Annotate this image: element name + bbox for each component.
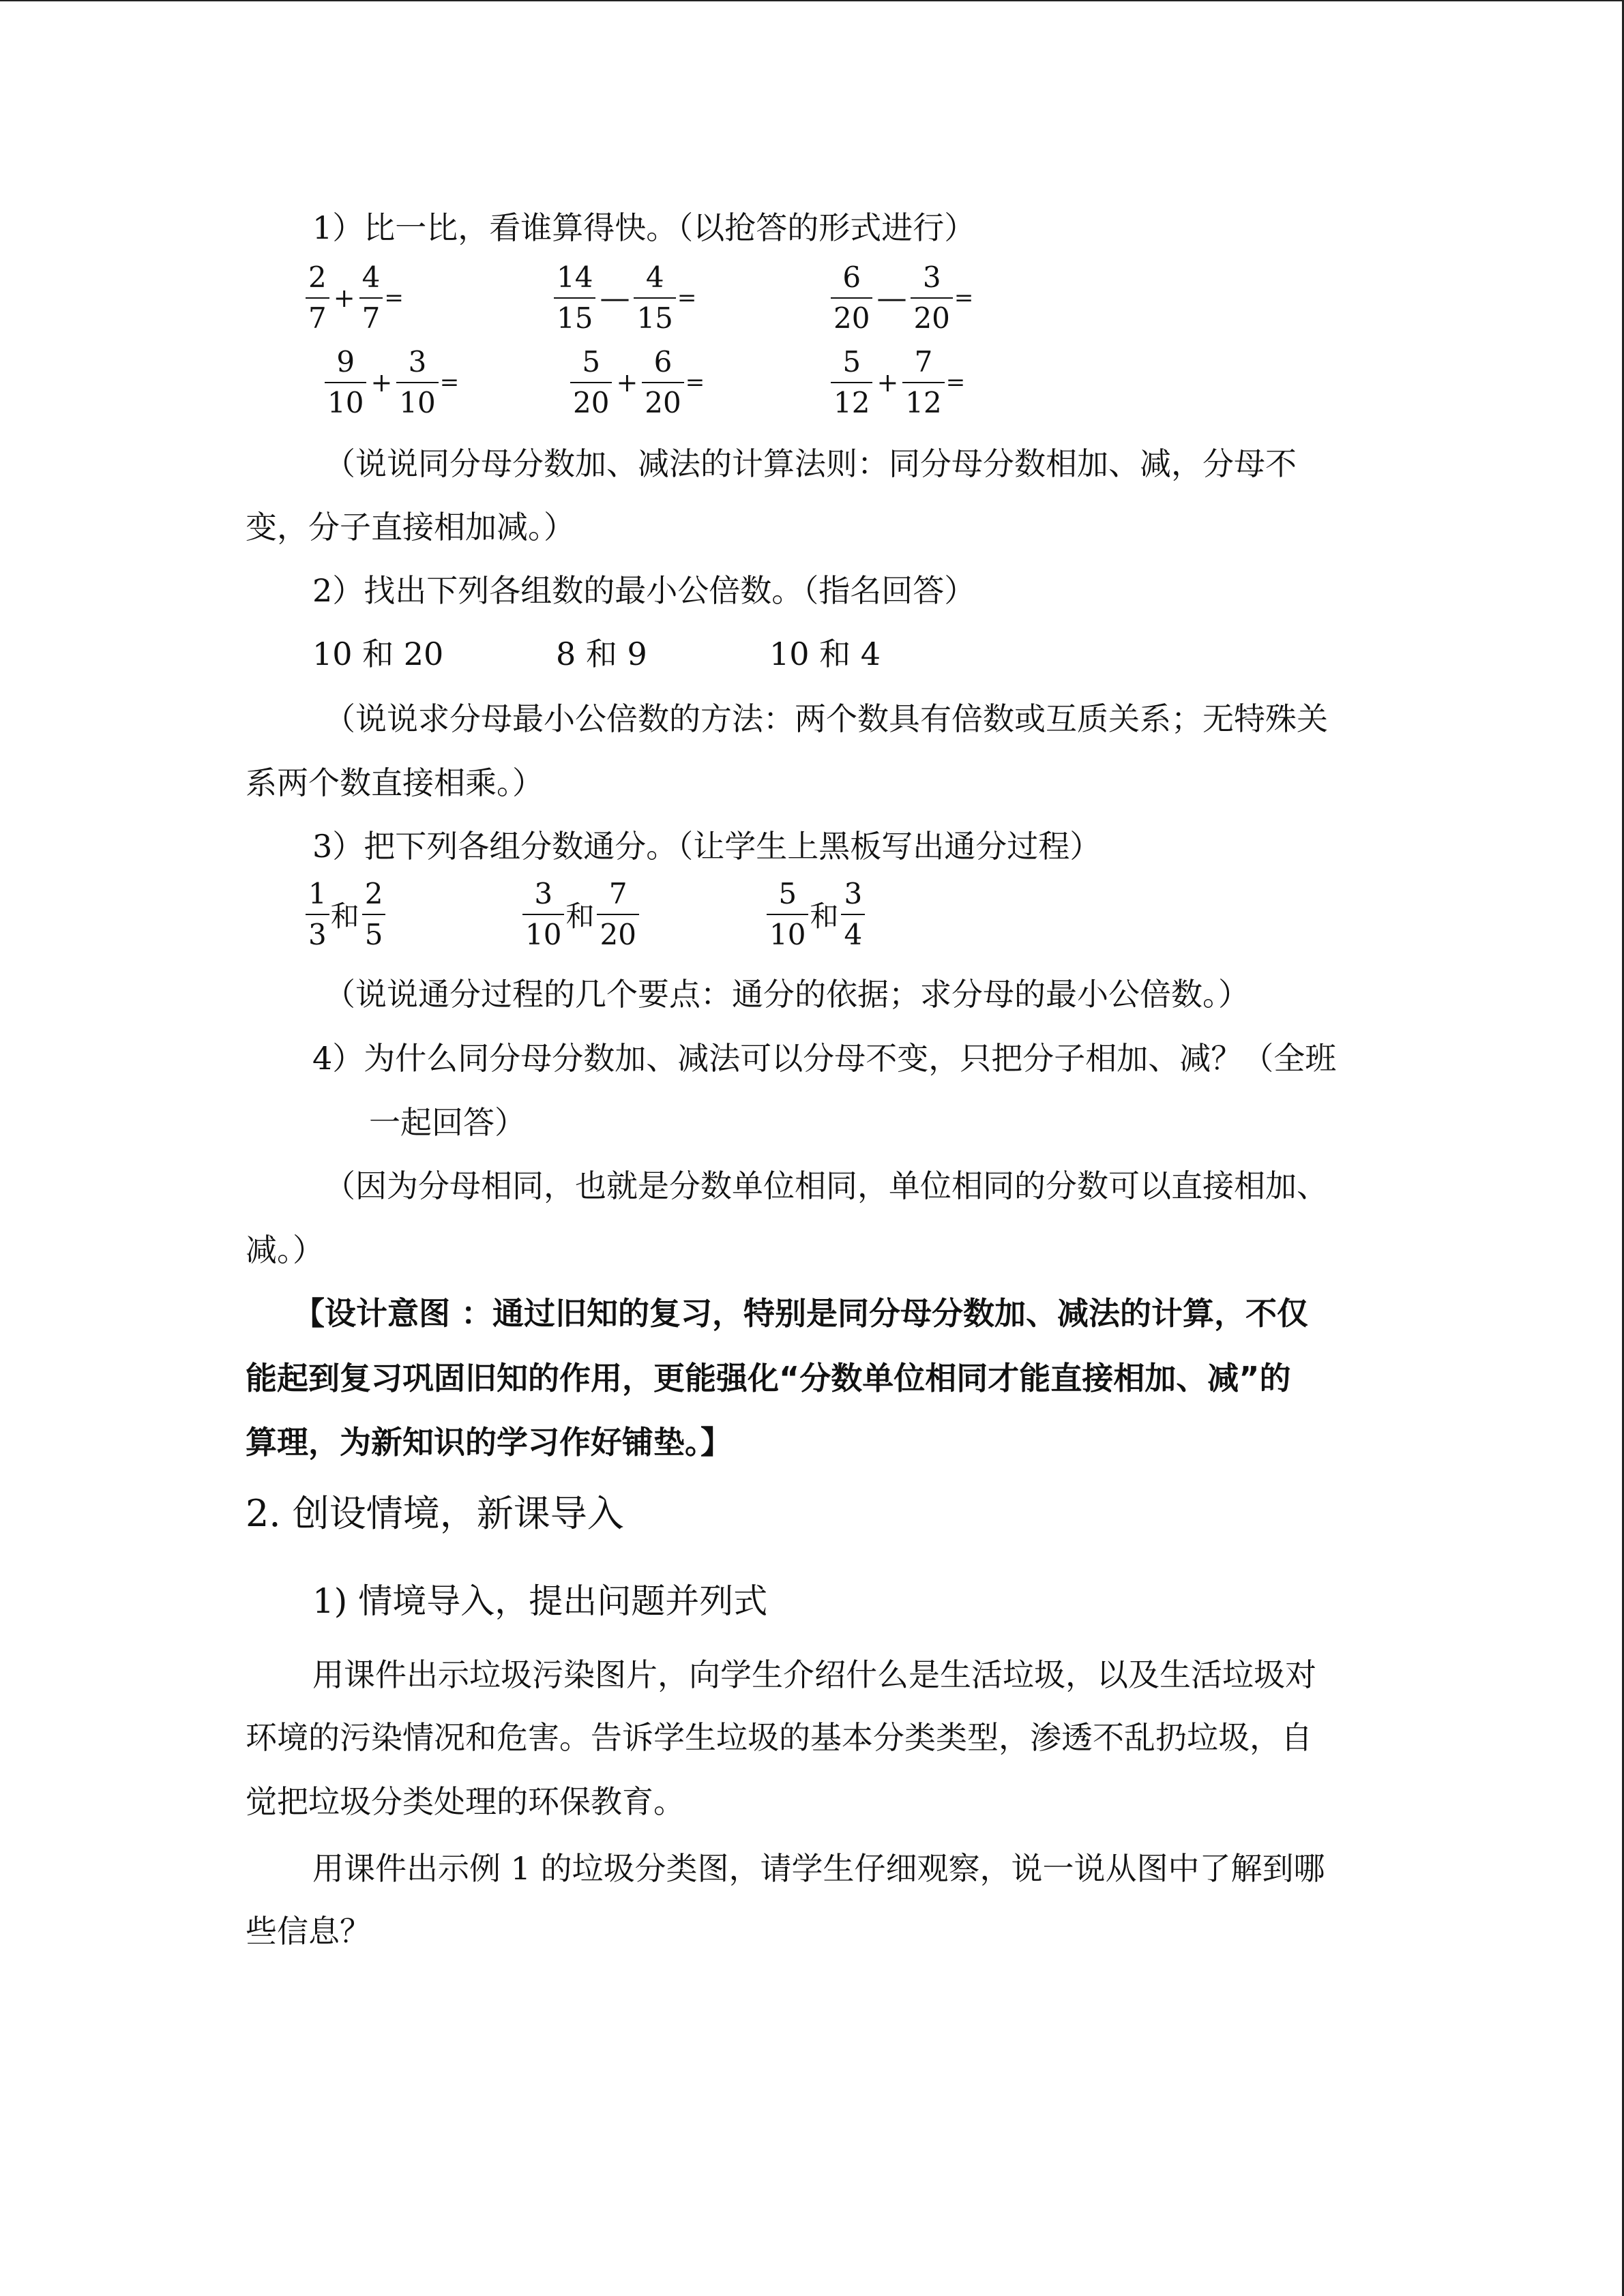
equals-sign: = (954, 284, 974, 312)
operator: — (600, 280, 630, 316)
paragraph-2-line-b: 些信息？ (246, 1913, 371, 1950)
subsection-number: 1) (312, 1581, 348, 1621)
rule-1-line-a: （说说同分母分数加、减法的计算法则：同分母分数相加、减，分母不 (324, 445, 1297, 482)
subsection-title: 情境导入，提出问题并列式 (358, 1581, 768, 1621)
fraction: $\frac{9}{10}$ (325, 348, 366, 417)
subsection-heading (312, 1581, 767, 1622)
fraction: $\frac{1}{3}$ (306, 880, 329, 949)
and-word: 和 (565, 899, 595, 933)
and-word: 和 (330, 899, 359, 933)
fraction: $\frac{7}{20}$ (597, 880, 638, 949)
fraction: $\frac{3}{20}$ (911, 263, 952, 333)
fraction: $\frac{4}{15}$ (634, 263, 675, 333)
exercise-4-prompt-a: 4）为什么同分母分数加、减法可以分母不变，只把分子相加、减？（全班 (312, 1040, 1337, 1077)
page-top-border (0, 0, 1624, 1)
rule-1-line-b: 变，分子直接相加减。） (246, 509, 575, 546)
equals-sign: = (677, 284, 697, 312)
fraction: $\frac{5}{12}$ (831, 348, 872, 417)
operator: + (370, 368, 393, 398)
equals-sign: = (439, 369, 460, 396)
fraction: $\frac{3}{10}$ (396, 348, 438, 417)
section-number: 2. (246, 1492, 281, 1535)
expr-row1-3 (831, 260, 977, 335)
rule-3: （说说通分过程的几个要点：通分的依据；求分母的最小公倍数。） (324, 976, 1250, 1013)
fraction: $\frac{14}{15}$ (554, 263, 595, 333)
paragraph-1-line-c: 觉把垃圾分类处理的环保教育。 (246, 1783, 685, 1820)
fraction: $\frac{6}{20}$ (642, 348, 683, 417)
fraction: $\frac{6}{20}$ (831, 263, 872, 333)
fraction-pair-3 (767, 877, 865, 951)
fraction: $\frac{4}{7}$ (359, 263, 383, 333)
operator: + (616, 368, 638, 398)
expr-row1-1 (306, 260, 408, 335)
fraction: $\frac{2}{5}$ (362, 880, 386, 949)
and-word: 和 (810, 899, 839, 933)
fraction-pair-1 (306, 877, 385, 951)
fraction: $\frac{5}{10}$ (767, 880, 808, 949)
rule-4-line-b: 减。） (246, 1232, 324, 1268)
expr-row2-3 (831, 345, 969, 419)
lcm-pair-2: 8 和 9 (556, 636, 647, 672)
exercise-3-prompt: 3）把下列各组分数通分。（让学生上黑板写出通分过程） (312, 828, 1102, 865)
fraction: $\frac{2}{7}$ (306, 263, 329, 333)
expr-row2-2 (570, 345, 709, 419)
lcm-pair-3: 10 和 4 (769, 636, 881, 672)
operator: — (876, 280, 907, 316)
paragraph-2-line-a: 用课件出示例 1 的垃圾分类图，请学生仔细观察，说一说从图中了解到哪 (312, 1850, 1325, 1887)
exercise-2-prompt: 2）找出下列各组数的最小公倍数。（指名回答） (312, 572, 976, 609)
operator: + (333, 283, 355, 313)
expr-row1-2 (554, 260, 700, 335)
operator: + (876, 368, 899, 398)
equals-sign: = (945, 369, 966, 396)
lcm-pair-1: 10 和 20 (312, 636, 444, 672)
equals-sign: = (685, 369, 705, 396)
exercise-1-prompt: 1）比一比，看谁算得快。（以抢答的形式进行） (312, 209, 976, 246)
fraction: $\frac{5}{20}$ (570, 348, 612, 417)
exercise-4-prompt-b: 一起回答） (369, 1104, 526, 1141)
fraction: $\frac{7}{12}$ (902, 348, 944, 417)
fraction: $\frac{3}{4}$ (841, 880, 865, 949)
rule-4-line-a: （因为分母相同，也就是分数单位相同，单位相同的分数可以直接相加、 (324, 1167, 1328, 1204)
rule-2-line-a: （说说求分母最小公倍数的方法：两个数具有倍数或互质关系；无特殊关 (324, 700, 1328, 737)
section-heading (246, 1492, 624, 1536)
section-title: 创设情境，新课导入 (292, 1492, 624, 1535)
design-intent-line-2: 能起到复习巩固旧知的作用，更能强化“分数单位相同才能直接相加、减”的 (246, 1360, 1291, 1397)
expr-row2-1 (325, 345, 463, 419)
paragraph-1-line-b: 环境的污染情况和危害。告诉学生垃圾的基本分类类型，渗透不乱扔垃圾，自 (246, 1719, 1312, 1756)
paragraph-1-line-a: 用课件出示垃圾污染图片，向学生介绍什么是生活垃圾，以及生活垃圾对 (312, 1656, 1316, 1693)
design-intent-line-1: 【设计意图 ：通过旧知的复习，特别是同分母分数加、减法的计算，不仅 (293, 1295, 1309, 1332)
equals-sign: = (384, 284, 404, 312)
rule-2-line-b: 系两个数直接相乘。） (246, 764, 544, 801)
fraction-pair-2 (522, 877, 639, 951)
design-intent-line-3: 算理，为新知识的学习作好铺垫。】 (246, 1424, 732, 1461)
fraction: $\frac{3}{10}$ (522, 880, 564, 949)
